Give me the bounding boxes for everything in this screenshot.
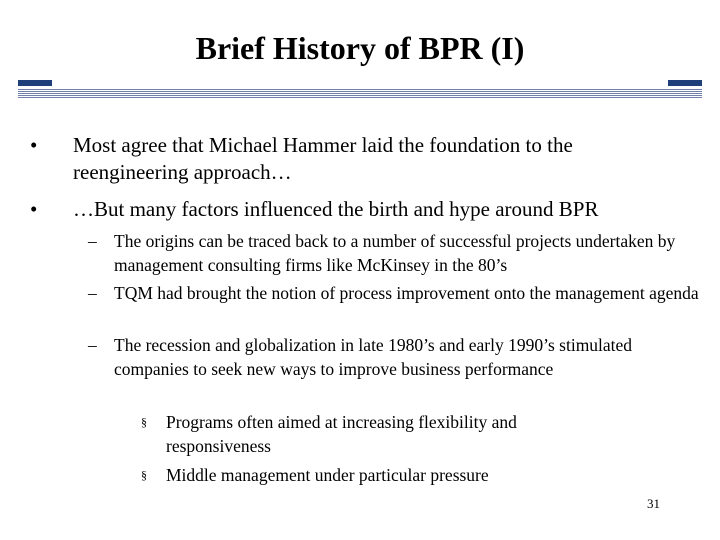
bullet-text: …But many factors influenced the birth and hype around BPR [73, 197, 599, 221]
title-rule [18, 80, 702, 100]
sub-bullet-text: The recession and globalization in late 1980’s and early 1990’s stimulated companies to seek new ways to improve business performance [114, 335, 633, 379]
dash-marker: – [88, 335, 97, 355]
rule-cap-left [18, 80, 52, 86]
sub-bullet-text: The origins can be traced back to a number of successful projects undertaken by management consulting firms like McKinsey in the 80’s [114, 231, 676, 275]
page-number: 31 [647, 496, 660, 511]
dash-marker: – [88, 283, 97, 303]
sub-bullet-item [0, 281, 720, 329]
sub-sub-bullet-item [0, 463, 720, 487]
slide-title: Brief History of BPR (I) [195, 30, 525, 66]
sub-sub-bullet-item [0, 410, 720, 458]
bullet-marker: • [30, 133, 38, 157]
sub-bullet-item [0, 229, 720, 277]
bullet-marker: • [30, 197, 38, 221]
sub-sub-bullet-text: Programs often aimed at increasing flexibility and responsiveness [166, 412, 517, 456]
sub-bullet-item [0, 333, 720, 405]
dash-marker: – [88, 231, 97, 251]
rule-cap-right [668, 80, 702, 86]
rule-stripes [18, 89, 702, 98]
bullet-text: Most agree that Michael Hammer laid the foundation to the reengineering approach… [73, 133, 573, 184]
sub-bullet-text: TQM had brought the notion of process improvement onto the management agenda [114, 283, 699, 303]
square-marker: § [141, 415, 147, 429]
sub-sub-bullet-text: Middle management under particular pressure [166, 465, 489, 485]
bullet-item [0, 196, 720, 223]
bullet-item [0, 132, 720, 186]
square-marker: § [141, 468, 147, 482]
